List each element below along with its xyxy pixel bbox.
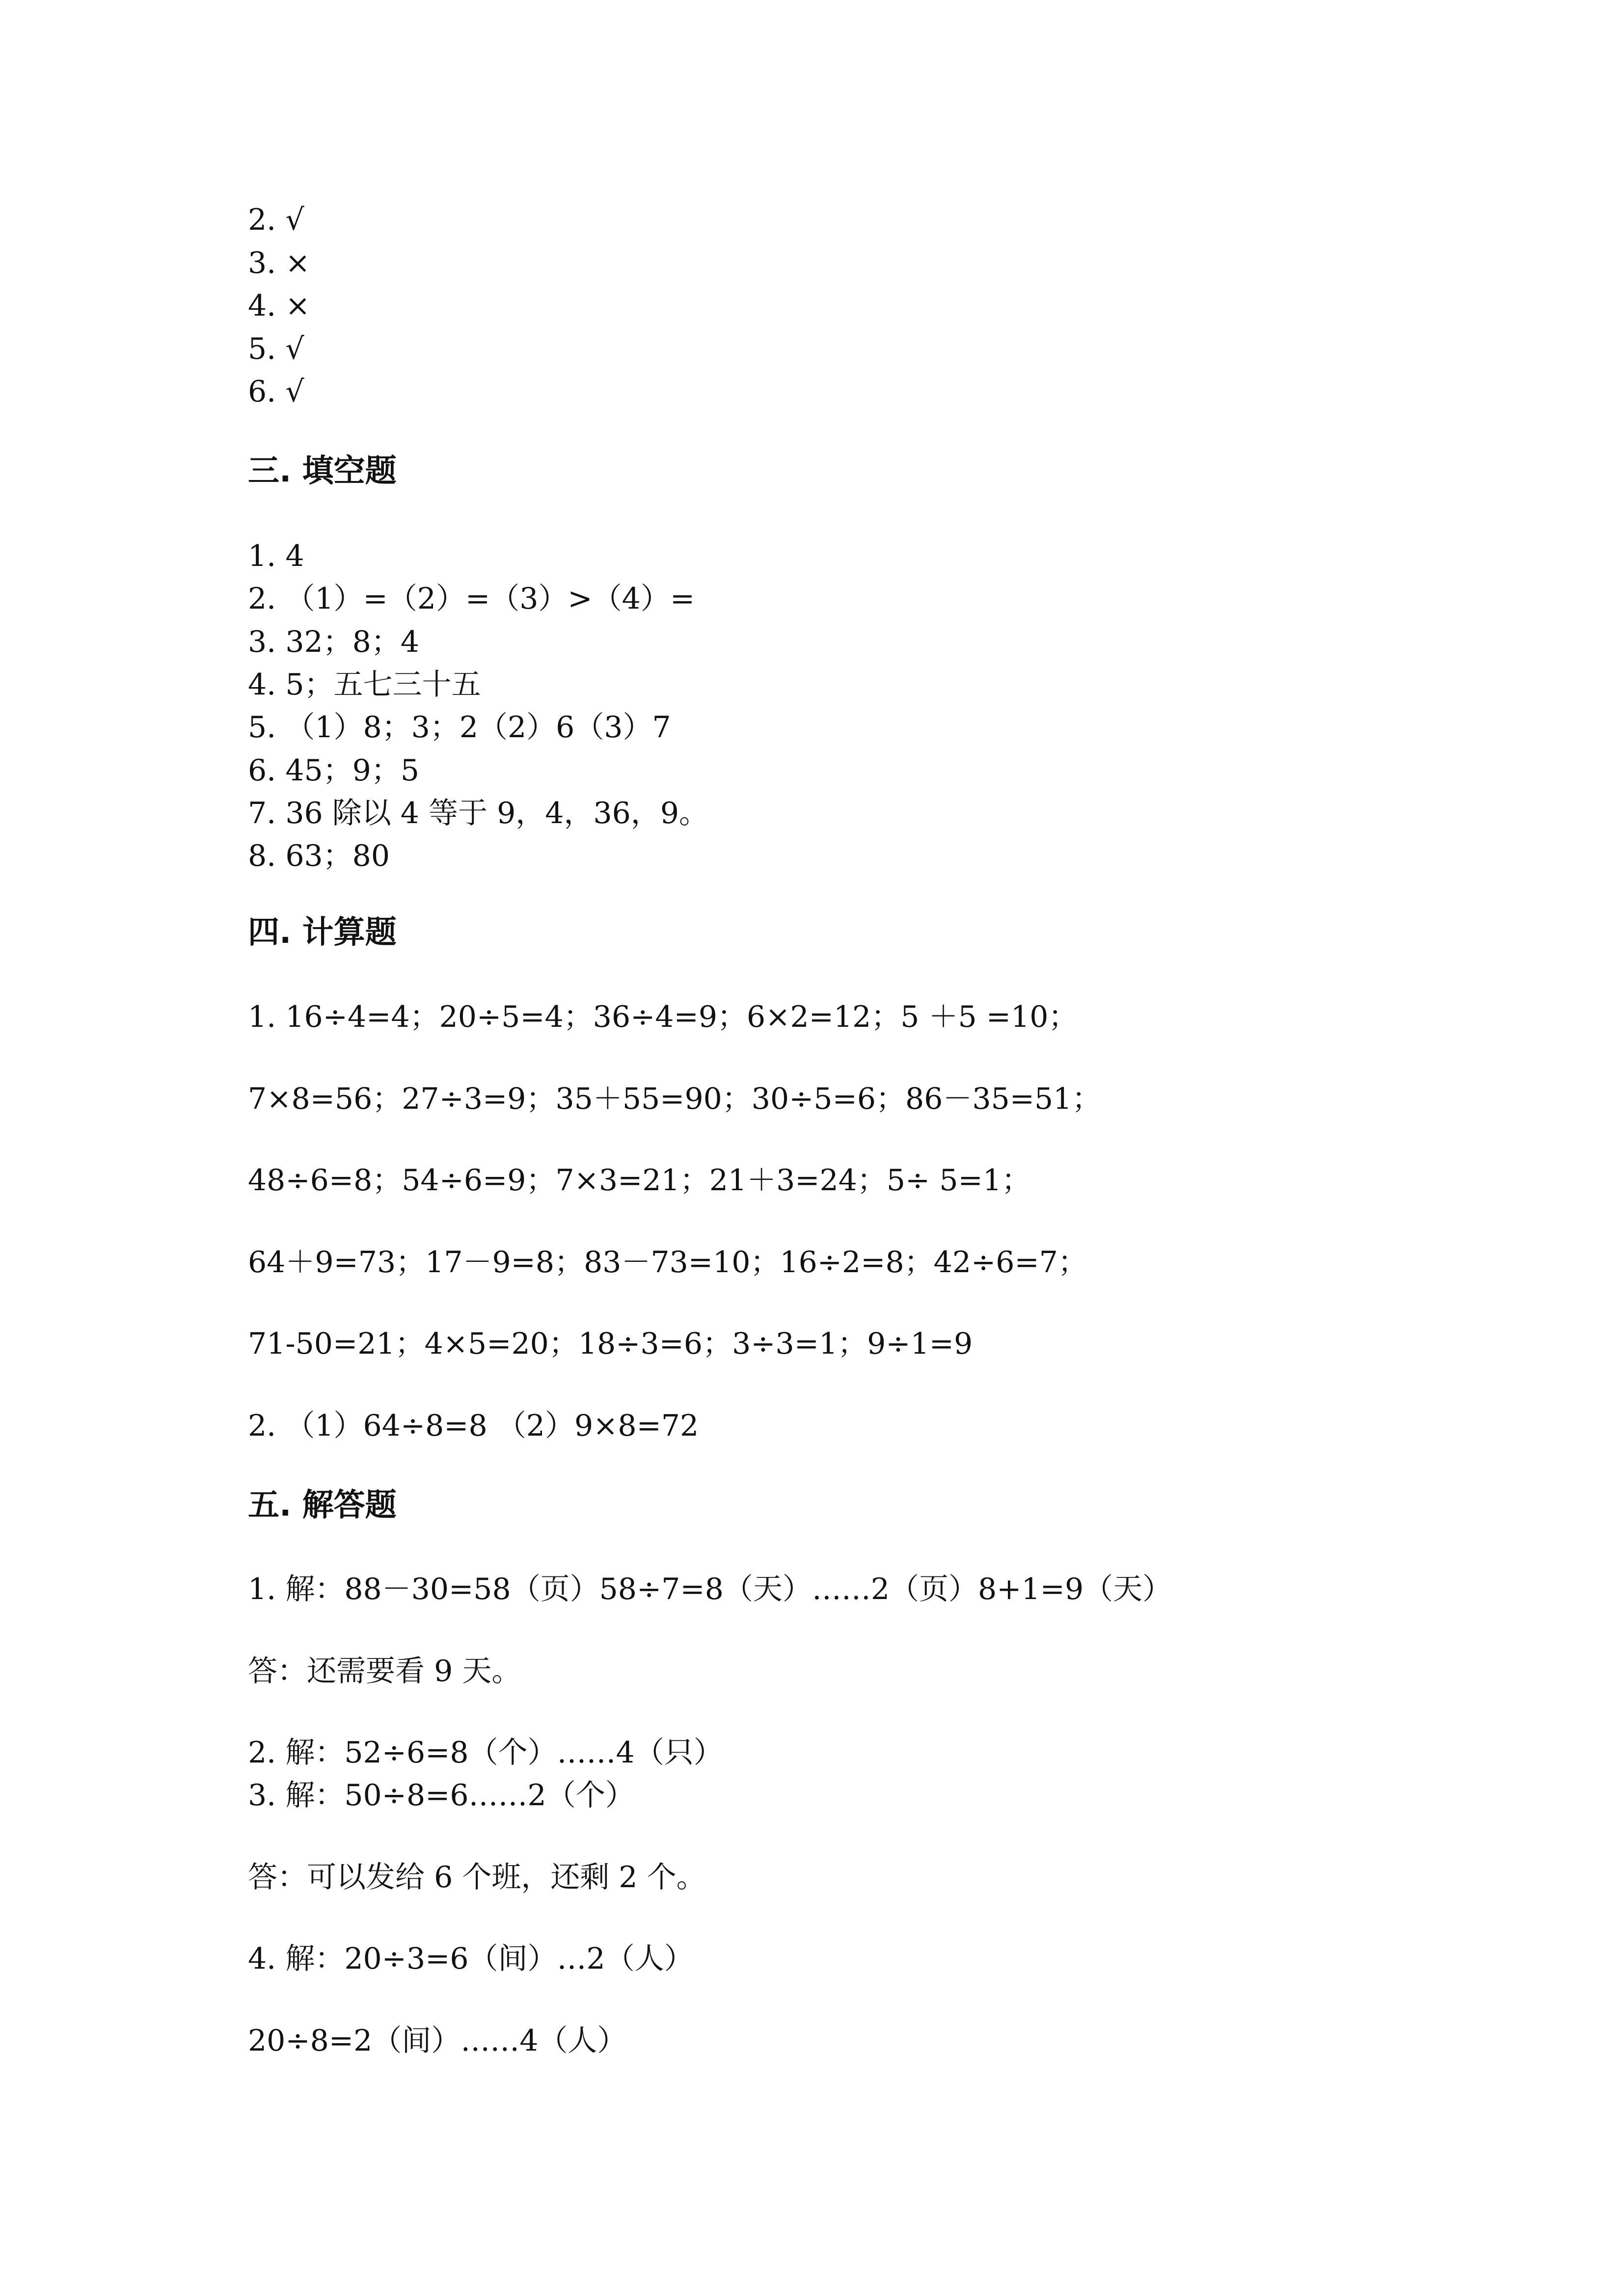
solution-line: 答：可以发给 6 个班，还剩 2 个。 <box>248 1860 706 1895</box>
calculation-answer: 1. 16÷4=4；20÷5=4；36÷4=9；6×2=12；5 ＋5 =10； <box>248 1000 1078 1034</box>
section-heading-word-problems: 五. 解答题 <box>248 1487 397 1523</box>
judgement-answer: 4. × <box>248 289 310 323</box>
fill-blank-answer: 6. 45；9；5 <box>248 753 420 788</box>
fill-blank-answer: 8. 63；80 <box>248 839 390 873</box>
judgement-answer: 3. × <box>248 246 310 280</box>
judgement-answer: 6. √ <box>248 374 304 409</box>
calculation-answer: 48÷6=8；54÷6=9；7×3=21；21＋3=24；5÷ 5=1； <box>248 1163 1031 1198</box>
fill-blank-answer: 7. 36 除以 4 等于 9，4，36，9。 <box>248 796 708 830</box>
fill-blank-answer: 2. （1）=（2）=（3）>（4）= <box>248 582 695 616</box>
section-heading-fill-blank: 三. 填空题 <box>248 453 397 489</box>
fill-blank-answer: 4. 5；五七三十五 <box>248 667 481 702</box>
calculation-answer: 64＋9=73；17－9=8；83－73=10；16÷2=8；42÷6=7； <box>248 1245 1087 1280</box>
solution-line: 4. 解：20÷3=6（间）…2（人） <box>248 1942 694 1976</box>
calculation-answer: 2. （1）64÷8=8 （2）9×8=72 <box>248 1409 699 1443</box>
calculation-answer: 7×8=56；27÷3=9；35＋55=90；30÷5=6；86－35=51； <box>248 1082 1102 1116</box>
solution-line: 2. 解：52÷6=8（个）……4（只） <box>248 1735 723 1770</box>
section-heading-calculation: 四. 计算题 <box>248 914 397 951</box>
solution-line: 20÷8=2（间）……4（人） <box>248 2024 627 2058</box>
calculation-answer: 71-50=21；4×5=20；18÷3=6；3÷3=1；9÷1=9 <box>248 1327 973 1361</box>
solution-line: 3. 解：50÷8=6……2（个） <box>248 1778 635 1813</box>
solution-line: 1. 解：88－30=58（页）58÷7=8（天）……2（页）8+1=9（天） <box>248 1572 1172 1606</box>
judgement-answer: 5. √ <box>248 332 304 366</box>
judgement-answer: 2. √ <box>248 203 304 237</box>
fill-blank-answer: 3. 32；8；4 <box>248 625 420 659</box>
fill-blank-answer: 5. （1）8；3；2（2）6（3）7 <box>248 710 671 745</box>
solution-line: 答：还需要看 9 天。 <box>248 1654 521 1688</box>
fill-blank-answer: 1. 4 <box>248 539 304 573</box>
